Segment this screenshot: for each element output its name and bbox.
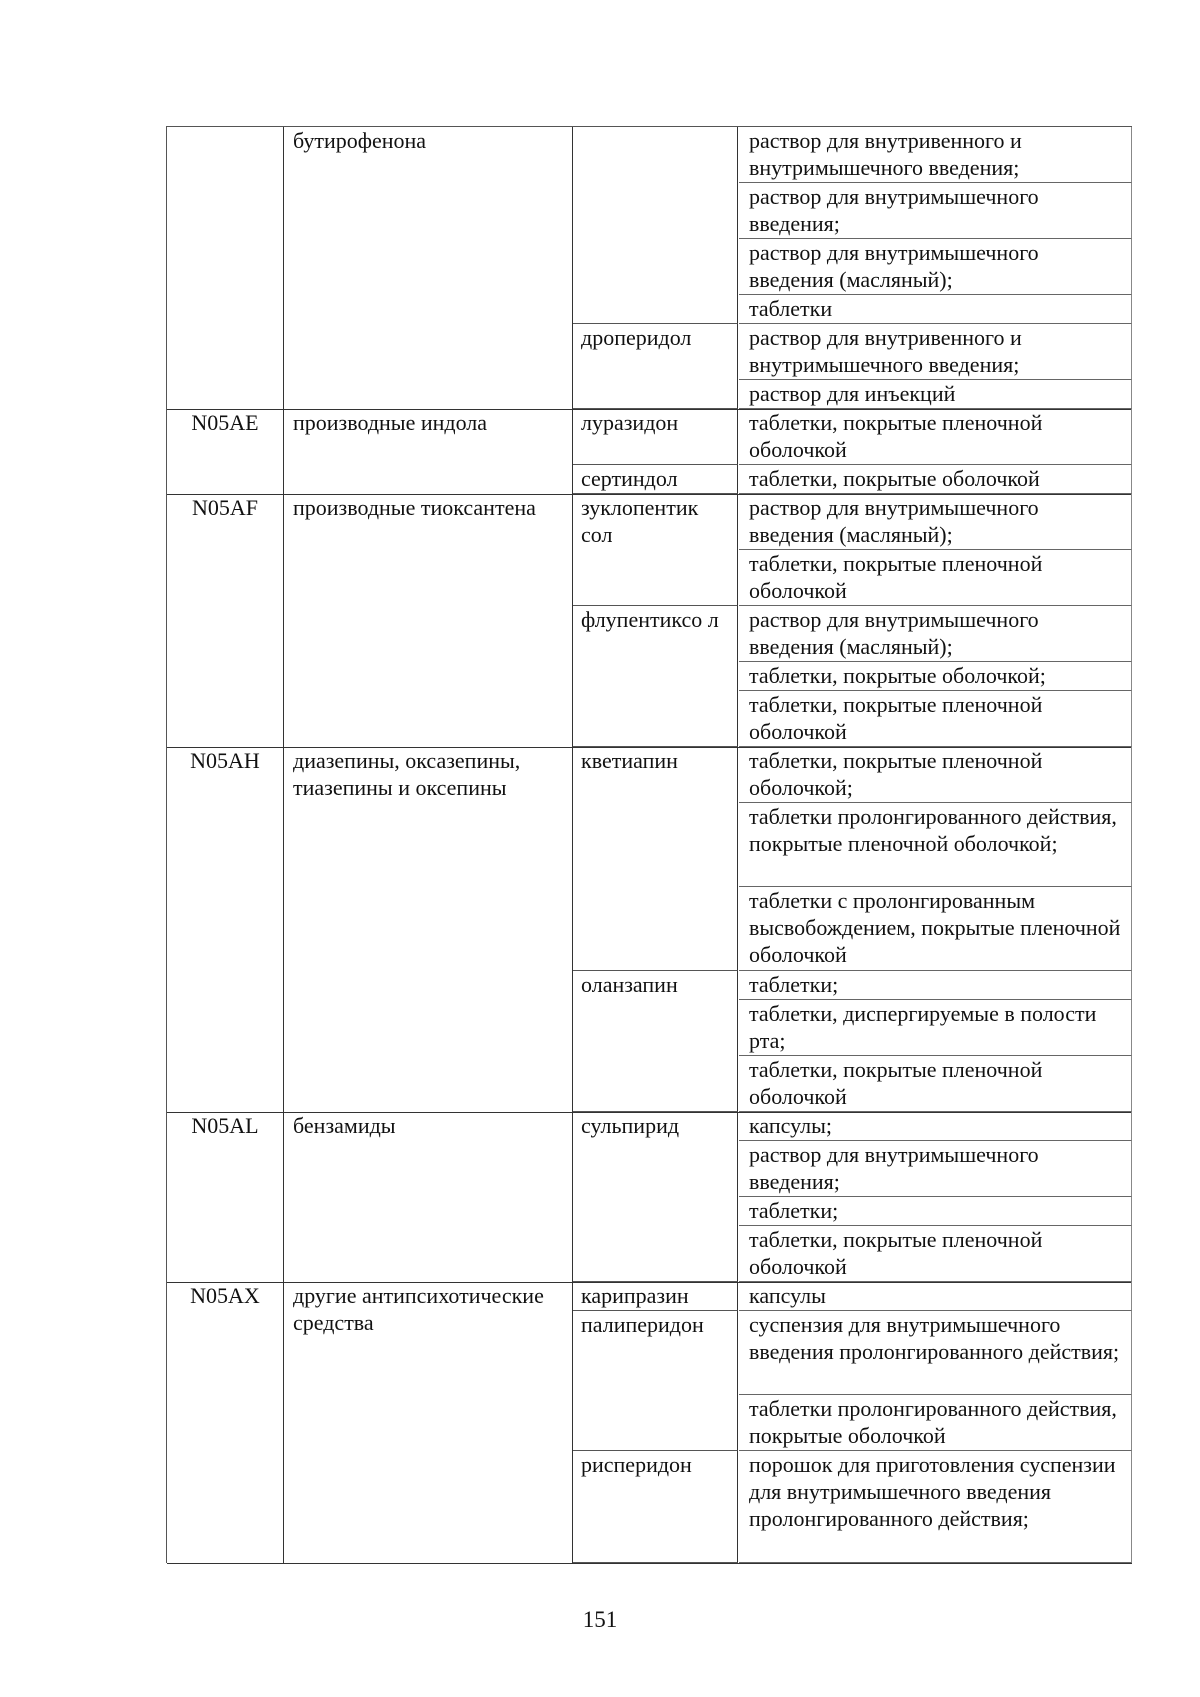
atc-code-cell	[167, 127, 284, 409]
group-name-cell: производные тиоксантена	[285, 494, 573, 747]
dosage-form-cell: раствор для внутримышечного введения (масляный);	[739, 606, 1132, 662]
drug-name-cell: сертиндол	[573, 465, 738, 494]
dosage-form-cell: раствор для инъекций	[739, 380, 1132, 409]
drug-name-cell: карипразин	[573, 1282, 738, 1311]
group-name-cell: другие антипсихотические средства	[285, 1282, 573, 1563]
group-name-cell: бензамиды	[285, 1112, 573, 1282]
drug-name-cell: сульпирид	[573, 1112, 738, 1282]
dosage-form-cell: таблетки, покрытые пленочной оболочкой	[739, 550, 1132, 606]
atc-code-cell: N05AF	[167, 494, 284, 747]
group-name-cell: бутирофенона	[285, 127, 573, 409]
group-name-cell: диазепины, оксазепины, тиазепины и оксепины	[285, 747, 573, 1112]
drug-name-cell: дроперидол	[573, 324, 738, 409]
dosage-form-cell: таблетки, покрытые оболочкой;	[739, 662, 1132, 691]
drug-name-cell: оланзапин	[573, 971, 738, 1112]
table-row-group	[167, 494, 1132, 748]
dosage-form-cell: порошок для приготовления суспензии для внутримышечного введения пролонгированного действия;	[739, 1451, 1132, 1563]
dosage-form-cell: таблетки, покрытые оболочкой	[739, 465, 1132, 494]
dosage-form-cell: раствор для внутримышечного введения;	[739, 183, 1132, 239]
table-row-group	[167, 747, 1132, 1113]
table-row-group	[167, 1112, 1132, 1283]
atc-code-cell: N05AL	[167, 1112, 284, 1282]
dosage-form-cell: таблетки;	[739, 971, 1132, 1000]
dosage-form-cell: суспензия для внутримышечного введения пролонгированного действия;	[739, 1311, 1132, 1395]
drug-name-cell: рисперидон	[573, 1451, 738, 1563]
drug-name-cell: кветиапин	[573, 747, 738, 971]
dosage-form-cell: таблетки;	[739, 1197, 1132, 1226]
atc-code-cell: N05AE	[167, 409, 284, 494]
table-row-group	[167, 409, 1132, 495]
dosage-form-cell: таблетки пролонгированного действия, покрытые пленочной оболочкой;	[739, 803, 1132, 887]
atc-code-cell: N05AH	[167, 747, 284, 1112]
dosage-form-cell: раствор для внутримышечного введения (масляный);	[739, 494, 1132, 550]
dosage-form-cell: таблетки, покрытые пленочной оболочкой	[739, 691, 1132, 747]
dosage-form-cell: раствор для внутривенного и внутримышечного введения;	[739, 127, 1132, 183]
dosage-form-cell: таблетки	[739, 295, 1132, 324]
atc-code-cell: N05AX	[167, 1282, 284, 1563]
table-row-group	[167, 127, 1132, 410]
dosage-form-cell: таблетки, диспергируемые в полости рта;	[739, 1000, 1132, 1056]
dosage-form-cell: раствор для внутримышечного введения;	[739, 1141, 1132, 1197]
dosage-form-cell: раствор для внутривенного и внутримышечного введения;	[739, 324, 1132, 380]
group-name-cell: производные индола	[285, 409, 573, 494]
dosage-form-cell: таблетки с пролонгированным высвобождением, покрытые пленочной оболочкой	[739, 887, 1132, 971]
drug-table	[166, 126, 1132, 1563]
drug-name-cell: палиперидон	[573, 1311, 738, 1451]
dosage-form-cell: раствор для внутримышечного введения (масляный);	[739, 239, 1132, 295]
drug-name-cell	[573, 127, 738, 324]
dosage-form-cell: таблетки, покрытые пленочной оболочкой	[739, 409, 1132, 465]
dosage-form-cell: таблетки, покрытые пленочной оболочкой;	[739, 747, 1132, 803]
table-row-group	[167, 1282, 1132, 1564]
page-number: 151	[582, 1607, 618, 1632]
dosage-form-cell: таблетки, покрытые пленочной оболочкой	[739, 1226, 1132, 1282]
drug-name-cell: флупентиксо л	[573, 606, 738, 747]
dosage-form-cell: таблетки, покрытые пленочной оболочкой	[739, 1056, 1132, 1112]
drug-name-cell: зуклопентик сол	[573, 494, 738, 606]
dosage-form-cell: капсулы	[739, 1282, 1132, 1311]
drug-name-cell: луразидон	[573, 409, 738, 465]
dosage-form-cell: капсулы;	[739, 1112, 1132, 1141]
dosage-form-cell: таблетки пролонгированного действия, покрытые оболочкой	[739, 1395, 1132, 1451]
